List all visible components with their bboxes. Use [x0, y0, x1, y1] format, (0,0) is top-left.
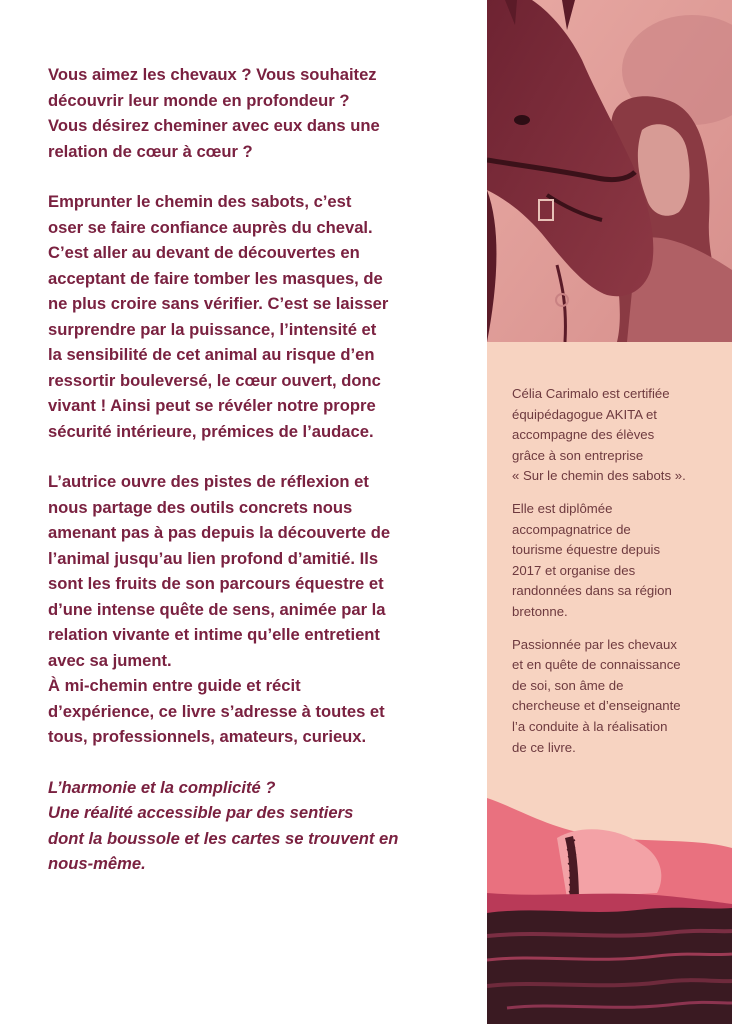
bio-line: de ce livre.	[512, 739, 576, 755]
text-line: nous partage des outils concrets nous	[48, 497, 353, 517]
bio-line: accompagne des élèves	[512, 427, 655, 443]
text-line: dont la boussole et les cartes se trouvent en	[48, 828, 399, 848]
text-line: oser se faire confiance auprès du cheval.	[48, 217, 373, 237]
bio-paragraph	[512, 384, 717, 487]
author-horse-photo	[487, 0, 732, 342]
text-line: ne plus croire sans vérifier. C’est se laisser	[48, 294, 389, 313]
text-line: relation de cœur à cœur ?	[48, 141, 253, 161]
text-line: acceptant de faire tomber les masques, de	[48, 268, 383, 288]
text-line: surprendre par la puissance, l’intensité et	[48, 319, 377, 339]
side-column	[487, 0, 732, 1024]
text-line: avec sa jument.	[48, 650, 172, 670]
bio-line: chercheuse et d’enseignante	[512, 698, 681, 714]
text-line: Une réalité accessible par des sentiers	[48, 803, 354, 822]
author-bio	[512, 384, 717, 770]
bio-line: l’a conduite à la réalisation	[512, 718, 668, 734]
closing-italic-paragraph	[48, 775, 448, 877]
bio-line: accompagnatrice de	[512, 521, 631, 537]
text-line: d’une intense quête de sens, animée par la	[48, 599, 386, 619]
text-line: L’harmonie et la complicité ?	[48, 777, 276, 797]
text-line: ressortir bouleversé, le cœur ouvert, donc	[48, 370, 381, 390]
bio-line: grâce à son entreprise	[512, 447, 644, 463]
bio-line: randonnées dans sa région	[512, 583, 672, 599]
bio-line: « Sur le chemin des sabots ».	[512, 468, 686, 484]
text-line: À mi-chemin entre guide et récit	[48, 676, 301, 695]
text-line: d’expérience, ce livre s’adresse à toutes et	[48, 701, 385, 721]
text-line: amenant pas à pas depuis la découverte de	[48, 523, 391, 542]
text-line: la sensibilité de cet animal au risque d’en	[48, 345, 375, 364]
landscape-illustration	[487, 798, 732, 1024]
text-line: C’est aller au devant de découvertes en	[48, 243, 360, 262]
back-cover-text	[48, 62, 448, 877]
text-line: l’animal jusqu’au lien profond d’amitié. Ils	[48, 548, 379, 568]
description-paragraph	[48, 189, 448, 444]
intro-paragraph	[48, 62, 448, 164]
text-line: Vous aimez les chevaux ? Vous souhaitez	[48, 65, 377, 84]
text-line: nous-même.	[48, 854, 146, 873]
bio-line: Célia Carimalo est certifiée	[512, 386, 670, 401]
text-line: tous, professionnels, amateurs, curieux.	[48, 727, 367, 746]
bio-line: Elle est diplômée	[512, 500, 613, 516]
bio-paragraph	[512, 499, 717, 623]
author-content-paragraph	[48, 469, 448, 750]
text-line: vivant ! Ainsi peut se révéler notre propre	[48, 396, 376, 415]
bio-paragraph	[512, 635, 717, 759]
bio-line: bretonne.	[512, 603, 568, 619]
text-line: Emprunter le chemin des sabots, c’est	[48, 192, 352, 211]
text-line: Vous désirez cheminer avec eux dans une	[48, 116, 380, 135]
landscape-graphic	[487, 798, 732, 1024]
photo-illustration	[487, 0, 732, 342]
text-line: sécurité intérieure, prémices de l’audace.	[48, 421, 374, 441]
bio-line: de soi, son âme de	[512, 677, 624, 693]
bio-line: et en quête de connaissance	[512, 657, 681, 673]
text-line: découvrir leur monde en profondeur ?	[48, 90, 350, 110]
text-line: relation vivante et intime qu’elle entretient	[48, 625, 380, 644]
bio-line: tourisme équestre depuis	[512, 542, 661, 558]
bio-line: équipédagogue AKITA et	[512, 406, 657, 422]
bio-line: 2017 et organise des	[512, 562, 636, 578]
text-line: sont les fruits de son parcours équestre et	[48, 574, 384, 593]
text-line: L’autrice ouvre des pistes de réflexion et	[48, 472, 369, 491]
bio-line: Passionnée par les chevaux	[512, 636, 677, 652]
